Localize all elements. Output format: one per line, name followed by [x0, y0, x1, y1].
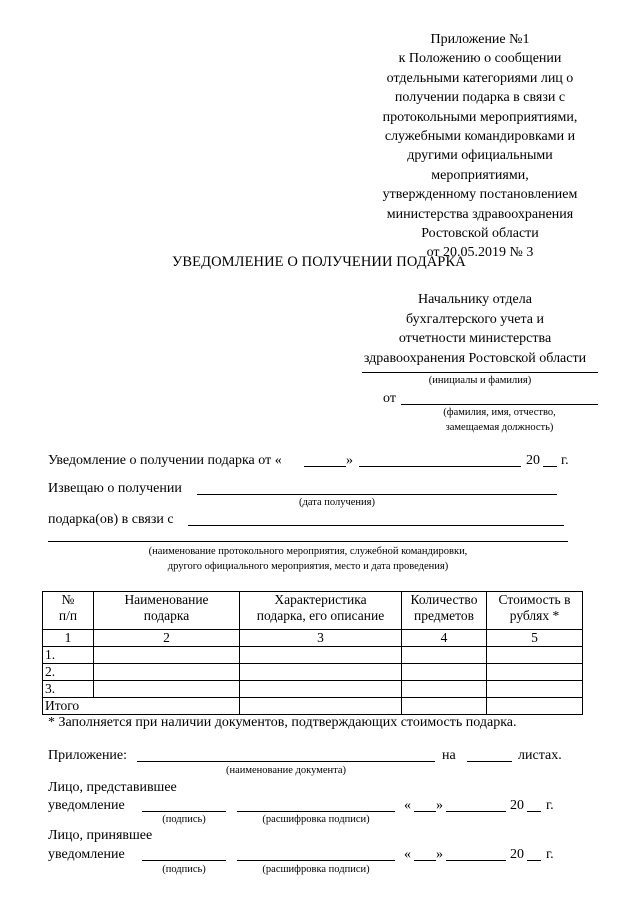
appendix-line: Приложение №1	[430, 32, 530, 47]
attachment-sheets-field[interactable]	[467, 761, 512, 762]
receiver-decode-field[interactable]	[237, 860, 395, 861]
appendix-line: служебными командировками и	[384, 129, 576, 145]
inform-label: Извещаю о получении	[48, 481, 182, 496]
submitter-label-1: Лицо, представившее	[48, 780, 177, 795]
notice-year-suffix: г.	[561, 453, 569, 468]
receiver-signature-field[interactable]	[142, 860, 226, 861]
table-numbering-row	[43, 630, 583, 647]
attachment-caption: (наименование документа)	[225, 765, 347, 776]
column-number: 5	[487, 630, 583, 647]
gift-occasion-field-continued[interactable]	[48, 541, 568, 542]
receiver-signature-caption: (подпись)	[162, 864, 206, 875]
receiver-year-field[interactable]	[527, 860, 541, 861]
submitter-day-field[interactable]	[414, 811, 436, 812]
appendix-line: другими официальными	[407, 148, 553, 164]
row-index: 3.	[43, 681, 94, 698]
appendix-block	[362, 30, 598, 263]
notice-month-field[interactable]	[359, 466, 521, 467]
receiver-quote-close: »	[436, 847, 443, 862]
notice-year-prefix: 20	[526, 453, 540, 468]
appendix-line: Ростовской области	[421, 226, 539, 242]
from-field[interactable]	[401, 404, 598, 405]
document-title: УВЕДОМЛЕНИЕ О ПОЛУЧЕНИИ ПОДАРКА	[172, 254, 466, 270]
gift-cost-cell[interactable]	[487, 647, 583, 664]
submitter-quote-close: »	[436, 798, 443, 813]
submitter-year-prefix: 20	[510, 798, 524, 813]
appendix-line: министерства здравоохранения	[386, 206, 574, 222]
gift-description-cell[interactable]	[240, 681, 402, 698]
row-index: 2.	[43, 664, 94, 681]
appendix-line: к Положению о сообщении	[398, 51, 562, 67]
gift-quantity-cell[interactable]	[402, 647, 487, 664]
attachment-name-field[interactable]	[137, 761, 435, 762]
table-total-row	[43, 698, 583, 715]
gift-name-cell[interactable]	[94, 647, 240, 664]
addressee-block	[336, 290, 614, 368]
header-cost: Стоимость в рублях *	[487, 592, 583, 630]
gift-quantity-cell[interactable]	[402, 681, 487, 698]
receiver-day-field[interactable]	[414, 860, 436, 861]
attachment-on-label: на	[442, 748, 456, 763]
receiver-label-2: уведомление	[48, 847, 125, 862]
column-number: 3	[240, 630, 402, 647]
submitter-year-field[interactable]	[527, 811, 541, 812]
gift-occasion-field[interactable]	[188, 525, 564, 526]
receipt-date-field[interactable]	[197, 494, 557, 495]
from-caption-2: замещаемая должность)	[445, 422, 554, 433]
submitter-month-field[interactable]	[446, 811, 506, 812]
addressee-line: отчетности министерства	[398, 331, 552, 346]
total-quantity-cell[interactable]	[402, 698, 487, 715]
receipt-date-caption: (дата получения)	[299, 497, 375, 508]
initials-field[interactable]	[362, 372, 598, 373]
from-caption-1: (фамилия, имя, отчество,	[443, 407, 556, 418]
total-description-cell[interactable]	[240, 698, 402, 715]
gift-quantity-cell[interactable]	[402, 664, 487, 681]
row-index: 1.	[43, 647, 94, 664]
gift-name-cell[interactable]	[94, 664, 240, 681]
appendix-line: отдельными категориями лиц о	[386, 70, 574, 86]
total-label: Итого	[43, 698, 240, 715]
submitter-decode-field[interactable]	[237, 811, 395, 812]
attachment-sheets-label: листах.	[518, 748, 562, 763]
submitter-signature-caption: (подпись)	[162, 814, 206, 825]
addressee-line: бухгалтерского учета и	[406, 311, 544, 327]
header-gift-name: Наименование подарка	[94, 592, 240, 630]
receiver-year-suffix: г.	[546, 847, 554, 862]
addressee-line: Начальнику отдела	[418, 292, 532, 307]
submitter-decode-caption: (расшифровка подписи)	[262, 814, 370, 825]
gift-occasion-label: подарка(ов) в связи с	[48, 512, 174, 527]
column-number: 4	[402, 630, 487, 647]
event-caption-1: (наименование протокольного мероприятия, служебной командировки,	[148, 546, 468, 557]
gift-cost-cell[interactable]	[487, 664, 583, 681]
column-number: 1	[43, 630, 94, 647]
total-cost-cell[interactable]	[487, 698, 583, 715]
table-header-row	[43, 592, 583, 630]
notice-year-field[interactable]	[543, 466, 557, 467]
submitter-quote-open: «	[404, 798, 411, 813]
gift-description-cell[interactable]	[240, 664, 402, 681]
header-description: Характеристика подарка, его описание	[240, 592, 402, 630]
table-row	[43, 647, 583, 664]
event-caption-2: другого официального мероприятия, место и дата проведения)	[167, 561, 449, 572]
notice-day-field[interactable]	[304, 466, 346, 467]
receiver-month-field[interactable]	[446, 860, 506, 861]
receiver-label-1: Лицо, принявшее	[48, 828, 153, 843]
from-label: от	[383, 391, 396, 406]
gift-description-cell[interactable]	[240, 647, 402, 664]
submitter-signature-field[interactable]	[142, 811, 226, 812]
submitter-year-suffix: г.	[546, 798, 554, 813]
notice-quote-close: »	[346, 453, 353, 468]
gifts-table	[42, 591, 583, 715]
appendix-line: мероприятиями,	[431, 167, 529, 183]
receiver-year-prefix: 20	[510, 847, 524, 862]
appendix-line: утвержденному постановлением	[382, 187, 578, 203]
submitter-label-2: уведомление	[48, 798, 125, 813]
receiver-quote-open: «	[404, 847, 411, 862]
gift-cost-cell[interactable]	[487, 681, 583, 698]
footnote: * Заполняется при наличии документов, подтверждающих стоимость подарка.	[48, 715, 517, 730]
initials-caption: (инициалы и фамилия)	[428, 375, 532, 386]
appendix-line: от 20.05.2019 № 3	[426, 245, 534, 261]
receiver-decode-caption: (расшифровка подписи)	[262, 864, 370, 875]
column-number: 2	[94, 630, 240, 647]
attachment-label: Приложение:	[48, 748, 128, 763]
appendix-line: протокольными мероприятиями,	[382, 109, 578, 125]
notice-date-label: Уведомление о получении подарка от «	[48, 453, 282, 468]
gift-name-cell[interactable]	[94, 681, 240, 698]
header-quantity: Количество предметов	[402, 592, 487, 630]
table-row	[43, 681, 583, 698]
appendix-line: получении подарка в связи с	[394, 90, 566, 106]
header-number: № п/п	[43, 592, 94, 630]
table-row	[43, 664, 583, 681]
addressee-line: здравоохранения Ростовской области	[363, 350, 587, 366]
